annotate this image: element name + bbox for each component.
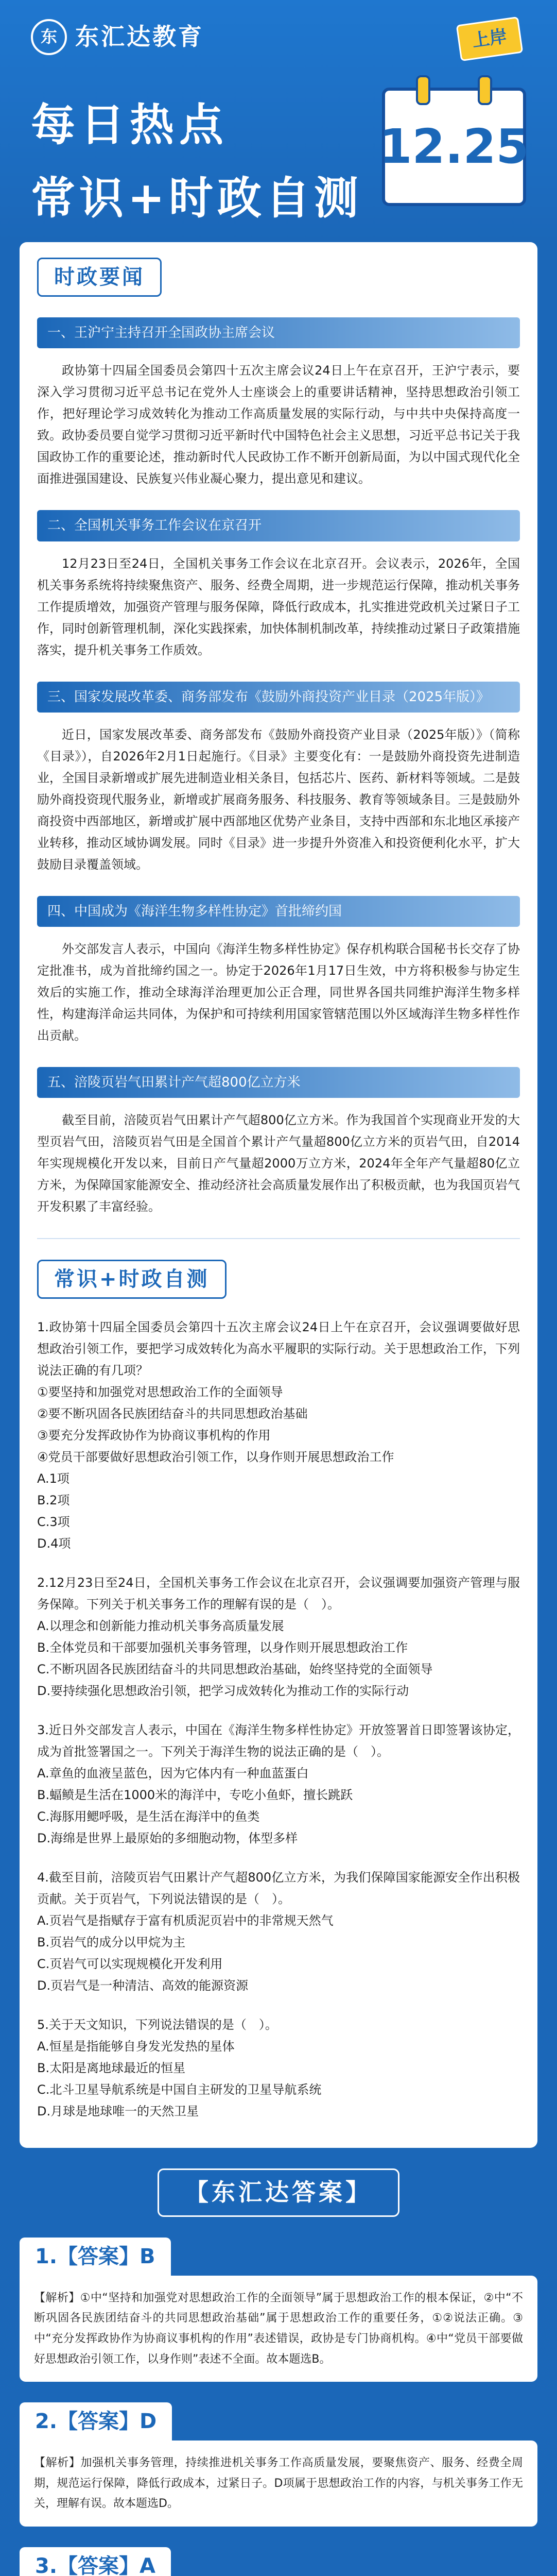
header-banner [0, 0, 557, 242]
answer-label: 3.【答案】A [20, 2547, 171, 2576]
question-5 [37, 2014, 520, 2122]
shangan-tag: 上岸 [456, 16, 524, 61]
question-option: C.3项 [37, 1515, 70, 1530]
question-option: C.不断巩固各民族团结奋斗的共同思想政治基础，始终坚持党的全面领导 [37, 1662, 433, 1677]
question-option: ①要坚持和加强党对思想政治工作的全面领导 [37, 1385, 283, 1400]
question-option: D.海绵是世界上最原始的多细胞动物，体型多样 [37, 1831, 298, 1846]
brand-logo-icon: 东 [31, 19, 67, 55]
answers-title: 【东汇达答案】 [158, 2168, 399, 2216]
question-stem: 3.近日外交部发言人表示，中国在《海洋生物多样性协定》开放签署首日即签署该协定，成为首批签署国之一。下列关于海洋生物的说法正确的是（ ）。 [37, 1723, 520, 1759]
news-item [37, 896, 520, 1046]
question-option: C.页岩气可以实现规模化开发利用 [37, 1957, 223, 1972]
answer-item [20, 2402, 537, 2527]
question-option: D.月球是地球唯一的天然卫星 [37, 2104, 199, 2119]
date-label: 12.25 [379, 118, 529, 174]
news-heading: 五、涪陵页岩气田累计产气超800亿立方米 [37, 1067, 520, 1098]
page-title: 每日热点 [31, 99, 229, 151]
question-4 [37, 1867, 520, 1996]
calendar-icon [379, 88, 529, 206]
question-option: D.4项 [37, 1536, 71, 1551]
question-stem: 2.12月23日至24日，全国机关事务工作会议在北京召开，会议强调要加强资产管理与服务保障。下列关于机关事务工作的理解有误的是（ ）。 [37, 1575, 520, 1612]
news-card [20, 242, 537, 2148]
question-option: A.页岩气是指赋存于富有机质泥页岩中的非常规天然气 [37, 1913, 334, 1928]
question-option: B.太阳是离地球最近的恒星 [37, 2061, 186, 2076]
question-option: C.海豚用鳃呼吸，是生活在海洋中的鱼类 [37, 1809, 260, 1824]
question-1 [37, 1316, 520, 1554]
news-heading: 三、国家发展改革委、商务部发布《鼓励外商投资产业目录（2025年版）》 [37, 682, 520, 713]
question-option: D.页岩气是一种清洁、高效的能源资源 [37, 1978, 249, 1993]
news-heading: 四、中国成为《海洋生物多样性协定》首批缔约国 [37, 896, 520, 927]
question-option: D.要持续强化思想政治引领，把学习成效转化为推动工作的实际行动 [37, 1684, 409, 1699]
question-option: A.1项 [37, 1471, 69, 1486]
news-heading: 二、全国机关事务工作会议在京召开 [37, 510, 520, 541]
news-body: 近日，国家发展改革委、商务部发布《鼓励外商投资产业目录（2025年版）》（简称《目录》），自2026年2月1日起施行。《目录》主要变化有：一是鼓励外商投资先进制造业，全国目录新增或扩展先进制造业相关条目，包括芯片、医药、新材料等领域。二是鼓励外商投资现代服务业，新增或扩展商务服务、科技服务、教育等领域条目。三是鼓励外商投资中西部地区，新增或扩展中西部地区优势产业条目，支持中西部和东北地区承接产业转移，推动区域协调发展。同时《目录》进一步提升外资准入和投资便利化水平，扩大鼓励目录覆盖领域。 [37, 727, 520, 872]
news-heading: 一、王沪宁主持召开全国政协主席会议 [37, 317, 520, 348]
question-option: B.全体党员和干部要加强机关事务管理，以身作则开展思想政治工作 [37, 1640, 408, 1655]
question-2 [37, 1572, 520, 1702]
news-item [37, 317, 520, 489]
question-stem: 4.截至目前，涪陵页岩气田累计产气超800亿立方米，为我们保障国家能源安全作出积极贡献。关于页岩气，下列说法错误的是（ ）。 [37, 1870, 520, 1907]
question-option: B.2项 [37, 1493, 70, 1508]
answer-label: 1.【答案】B [20, 2238, 171, 2276]
question-option: ④党员干部要做好思想政治引领工作，以身作则开展思想政治工作 [37, 1450, 394, 1465]
answer-body: 【解析】①中“坚持和加强党对思想政治工作的全面领导”属于思想政治工作的根本保证，②中“不断巩固各民族团结奋斗的共同思想政治基础”属于思想政治工作的重要任务，①②说法正确。③中“充分发挥政协作为协商议事机构的作用”表述错误，政协是专门协商机构。④中“党员干部要做好思想政治引领工作，以身作则”表述不全面。故本题选B。 [20, 2276, 537, 2382]
question-option: C.北斗卫星导航系统是中国自主研发的卫星导航系统 [37, 2082, 322, 2097]
question-stem: 1.政协第十四届全国委员会第四十五次主席会议24日上午在京召开，会议强调要做好思想政治引领工作，要把学习成效转化为高水平履职的实际行动。关于思想政治工作，下列说法正确的有几项？ [37, 1320, 520, 1378]
question-option: A.章鱼的血液呈蓝色，因为它体内有一种血蓝蛋白 [37, 1766, 309, 1781]
divider [37, 1238, 520, 1239]
question-option: A.恒星是指能够自身发光发热的星体 [37, 2039, 235, 2054]
question-option: B.蝠鲼是生活在1000米的海洋中，专吃小鱼虾，擅长跳跃 [37, 1788, 353, 1803]
section-label-quiz: 常识+时政自测 [37, 1260, 227, 1299]
question-option: ③要充分发挥政协作为协商议事机构的作用 [37, 1428, 271, 1443]
question-option: ②要不断巩固各民族团结奋斗的共同思想政治基础 [37, 1406, 308, 1421]
question-3 [37, 1719, 520, 1849]
answer-body: 【解析】加强机关事务管理，持续推进机关事务工作高质量发展，要聚焦资产、服务、经费全周期，规范运行保障，降低行政成本，过紧日子。D项属于思想政治工作的内容，与机关事务工作无关，理解有误。故本题选D。 [20, 2441, 537, 2527]
answers-section [0, 2148, 557, 2576]
news-body: 12月23日至24日，全国机关事务工作会议在北京召开。会议表示，2026年，全国机关事务系统将持续聚焦资产、服务、经费全周期，进一步规范运行保障，推动机关事务工作提质增效，加强资产管理与服务保障，降低行政成本，扎实推进党政机关过紧日子工作，同时创新管理机制，深化实践探索，加快体制机制改革，持续推动过紧日子政策措施落实，提升机关事务工作质效。 [37, 556, 520, 657]
news-item [37, 1067, 520, 1217]
news-body: 政协第十四届全国委员会第四十五次主席会议24日上午在京召开，王沪宁表示，要深入学习贯彻习近平总书记在党外人士座谈会上的重要讲话精神，坚持思想政治引领工作，把好理论学习成效转化为推动工作高质量发展的实际行动，与中共中央保持高度一致。政协委员要自觉学习贯彻习近平新时代中国特色社会主义思想，习近平总书记关于我国政协工作的重要论述，推动新时代人民政协工作不断开创新局面，为以中国式现代化全面推进强国建设、民族复兴伟业凝心聚力，提出意见和建议。 [37, 363, 520, 486]
news-body: 外交部发言人表示，中国向《海洋生物多样性协定》保存机构联合国秘书长交存了协定批准书，成为首批缔约国之一。协定于2026年1月17日生效，中方将积极参与协定生效后的实施工作，推动全球海洋治理更加公正合理，同世界各国共同维护海洋生物多样性，构建海洋命运共同体，为保护和可持续利用国家管辖范围以外区域海洋生物多样性作出贡献。 [37, 942, 520, 1043]
news-item [37, 510, 520, 660]
question-stem: 5.关于天文知识，下列说法错误的是（ ）。 [37, 2018, 277, 2032]
brand [31, 19, 526, 55]
page-subtitle: 常识+时政自测 [31, 172, 363, 224]
section-label-news: 时政要闻 [37, 258, 162, 297]
answer-label: 2.【答案】D [20, 2402, 172, 2441]
question-option: A.以理念和创新能力推动机关事务高质量发展 [37, 1619, 284, 1634]
news-item [37, 682, 520, 875]
news-body: 截至目前，涪陵页岩气田累计产气超800亿立方米。作为我国首个实现商业开发的大型页岩气田，涪陵页岩气田是全国首个累计产气量超800亿立方米的页岩气田，自2014年实现规模化开发以来，目前日产气量超2000万立方米，2024年全年产气量超80亿立方米，为保障国家能源安全、推动经济社会高质量发展作出了积极贡献，也为我国页岩气开发积累了丰富经验。 [37, 1113, 520, 1214]
question-option: B.页岩气的成分以甲烷为主 [37, 1935, 186, 1950]
answer-item [20, 2547, 537, 2576]
brand-name: 东汇达教育 [75, 23, 204, 50]
answer-item [20, 2238, 537, 2382]
